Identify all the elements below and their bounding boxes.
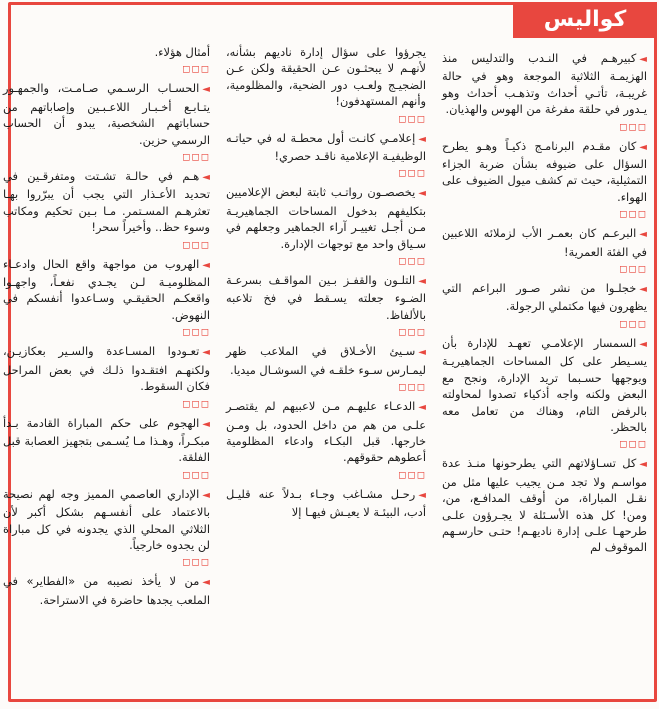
paragraph-text: يجرؤوا على سؤال إدارة ناديهم بشأنه، لأنهـم لا يبحثـون عـن الحقيقة ولكن عـن الضجيـج ولعـب دور الضحية، والمظلومية، وأنهم المستهدفون! <box>226 45 426 109</box>
separator-squares: ◻◻◻ <box>182 64 210 76</box>
paragraph-text: كبيرهـم في النـدب والتدليس منذ الهزيمـة الثلاثية الموجعة وهو في حالة غريبـة، تأتـي أحداث وتذهـب أحداث وهو يـدور في حلقة مفرغة من الهوس والهذيان. <box>442 51 647 117</box>
paragraph-text: رحـل مشـاغب وجـاء بـدلاً عنه قليـل أدب، البيئـة لا يعيـش فيهـا إلا <box>226 486 426 520</box>
paragraph-text: الهروب من مواجهة واقع الحال وادعـاء المظلوميـة لـن يجـدي نفعـاً، واجهـوا واقعكـم الحقيقـي وسـاعدوا أنفسكم في النهوض. <box>3 256 210 322</box>
paragraph-text: إعلامـي كانـت أول محطـة له في حياتـه الوظيفيـة الإعلامية ناقـد حصري! <box>226 130 426 164</box>
bullet-arrow-icon: ◄ <box>639 284 647 296</box>
separator-squares: ◻◻◻ <box>182 152 210 164</box>
bullet-arrow-icon: ◄ <box>418 402 426 414</box>
paragraph <box>442 455 647 555</box>
bullet-arrow-icon: ◄ <box>202 489 210 501</box>
separator-squares: ◻◻◻ <box>398 382 426 394</box>
paragraph-text: هـم في حالـة تشـتت ومتفرقـين في تحديد الأعـذار التي يجب أن يبرّروا بهـا تعثرهـم المسـتمر. مـا بـين تحكيم ومكاتب وسوء حظ.. وأخيراً سحر! <box>3 169 210 235</box>
separator-squares: ◻◻◻ <box>619 439 647 451</box>
paragraph-text: التلـون والقفـز بـين المواقـف بسرعـة الضـوء جعلته يسـقط في فخ تلاعبه بالألفاظ. <box>226 273 426 322</box>
paragraph-text: السمسار الإعلامـي تعهـد للإدارة بأن يسـيطر على كل المساحات الجماهيريـة ويوجهها حسـبما تريد الإدارة، ونجح مع البعض ولكنه واجه أذكياء تصدوا لمحاولته بالرفض التام، وهناك من تعامل معه بالحظر. <box>442 335 647 434</box>
bullet-arrow-icon: ◄ <box>202 577 210 589</box>
paragraph-text: الإداري العاصمي المميز وجه لهم نصيحة بالاعتماد على أنفسـهم بشكل أكبر لأن الثلاثي المحلي الذي يجدونه في كل مباراة لن يجدوه خارجياً. <box>3 486 210 552</box>
bullet-arrow-icon: ◄ <box>202 259 210 271</box>
bullet-arrow-icon: ◄ <box>202 347 210 359</box>
separator-squares: ◻◻◻ <box>398 168 426 180</box>
paragraph <box>442 225 647 260</box>
paragraph-text: أمثال هؤلاء. <box>154 45 210 59</box>
paragraph <box>226 44 426 110</box>
bullet-arrow-icon: ◄ <box>418 347 426 359</box>
separator-squares: ◻◻◻ <box>619 121 647 133</box>
paragraph <box>226 343 426 378</box>
column-left <box>3 44 210 608</box>
paragraph <box>442 50 647 118</box>
paragraph <box>3 80 210 148</box>
separator-squares: ◻◻◻ <box>182 398 210 410</box>
bullet-arrow-icon: ◄ <box>639 459 647 471</box>
paragraph <box>3 343 210 394</box>
paragraph-text: البرعـم كان بعمـر الأب لزملائه اللاعبين في الفئة العمرية! <box>442 226 647 259</box>
separator-squares: ◻◻◻ <box>619 209 647 221</box>
paragraph <box>226 398 426 466</box>
paragraph <box>226 130 426 165</box>
section-title: كواليس <box>513 2 657 38</box>
separator-squares: ◻◻◻ <box>619 318 647 330</box>
separator-squares: ◻◻◻ <box>398 469 426 481</box>
paragraph-text: من لا يأخذ نصيبه من «الفطاير» في الملعب يجدها حاضرة في الاستراحة. <box>3 574 210 607</box>
paragraph <box>3 573 210 608</box>
paragraph <box>226 486 426 521</box>
separator-squares: ◻◻◻ <box>398 256 426 268</box>
column-right <box>442 50 647 556</box>
bullet-arrow-icon: ◄ <box>202 418 210 430</box>
paragraph <box>3 168 210 236</box>
paragraph <box>226 184 426 252</box>
paragraph <box>442 138 647 206</box>
paragraph <box>3 256 210 324</box>
bullet-arrow-icon: ◄ <box>418 489 426 501</box>
paragraph-text: سـيئ الأخـلاق في الملاعب ظهر ليمـارس سـوء خلقـه في السوشـال ميديا. <box>226 344 426 377</box>
separator-squares: ◻◻◻ <box>182 557 210 569</box>
bullet-arrow-icon: ◄ <box>639 229 647 241</box>
paragraph-text: يخصصـون رواتـب ثابتة لبعض الإعلاميين بتكليفهم بدخول المساحات الجماهيريـة مـن أجـل تغييـر آراء الجماهير وجعلهم في سـياق واحد مع توجهات الإدارة. <box>226 185 426 251</box>
bullet-arrow-icon: ◄ <box>639 141 647 153</box>
separator-squares: ◻◻◻ <box>619 264 647 276</box>
paragraph <box>3 44 210 60</box>
paragraph <box>226 272 426 323</box>
paragraph-text: كان مقـدم البرنامـج ذكيـاً وهـو يطرح السؤال على ضيوفه بشأن ضربة الجزاء التمثيلية، حيث تم كشف ميول الضيوف على الهواء. <box>442 138 647 204</box>
paragraph-text: الهجوم على حكم المباراة القادمة بـدأ مبكـراً، وهـذا مـا يُسـمى بتجهيز العصابة قبل الفلقة. <box>3 415 210 465</box>
paragraph-text: الحسـاب الرسـمي صـامـت، والجمهـور يتـابـع أخـبـار اللاعـبـين وإصاباتهم من حساباتهم الشخصية، يبدو أن الحساب الرسمي حزين. <box>3 81 210 147</box>
paragraph-text: كل تسـاؤلاتهم التي يطرحونها منـذ عدة مواسـم ولا تجد مـن يجيب عليها مثل من نقـل المباراة، من أوقف المدافـع، من، ومن! كل هذه الأسـئلة لا يجـرؤون علـى طرحهـا علـى إدارة ناديهـم! حتـى حارسـهم الموقوف لم <box>442 456 647 555</box>
separator-squares: ◻◻◻ <box>182 239 210 251</box>
separator-squares: ◻◻◻ <box>182 469 210 481</box>
separator-squares: ◻◻◻ <box>182 327 210 339</box>
paragraph-text: خجلـوا من نشر صـور البراعم التي يظهرون فيها مكتملي الرجولة. <box>442 281 647 314</box>
paragraph <box>3 486 210 554</box>
paragraph <box>442 335 647 435</box>
paragraph-text: الدعـاء عليهـم مـن لاعبيهم لم يقتصـر علـى من هم من داخل الحدود، بل ومـن خارجها. قبل البكـاء وادعاء المظلومية أعطوهم حقوقهم. <box>226 399 426 465</box>
separator-squares: ◻◻◻ <box>398 327 426 339</box>
separator-squares: ◻◻◻ <box>398 113 426 125</box>
paragraph <box>442 280 647 315</box>
bullet-arrow-icon: ◄ <box>639 338 647 350</box>
column-middle <box>226 44 426 521</box>
bullet-arrow-icon: ◄ <box>418 276 426 288</box>
bullet-arrow-icon: ◄ <box>639 54 647 65</box>
bullet-arrow-icon: ◄ <box>202 84 210 96</box>
paragraph <box>3 415 210 466</box>
paragraph-text: تعـودوا المسـاعدة والسـير بعكازيـن، ولكنهـم افتقـدوا ذلـك في بعض المراحل فكان السقوط. <box>3 344 210 394</box>
bullet-arrow-icon: ◄ <box>418 133 426 145</box>
bullet-arrow-icon: ◄ <box>202 172 210 184</box>
bullet-arrow-icon: ◄ <box>418 188 426 200</box>
